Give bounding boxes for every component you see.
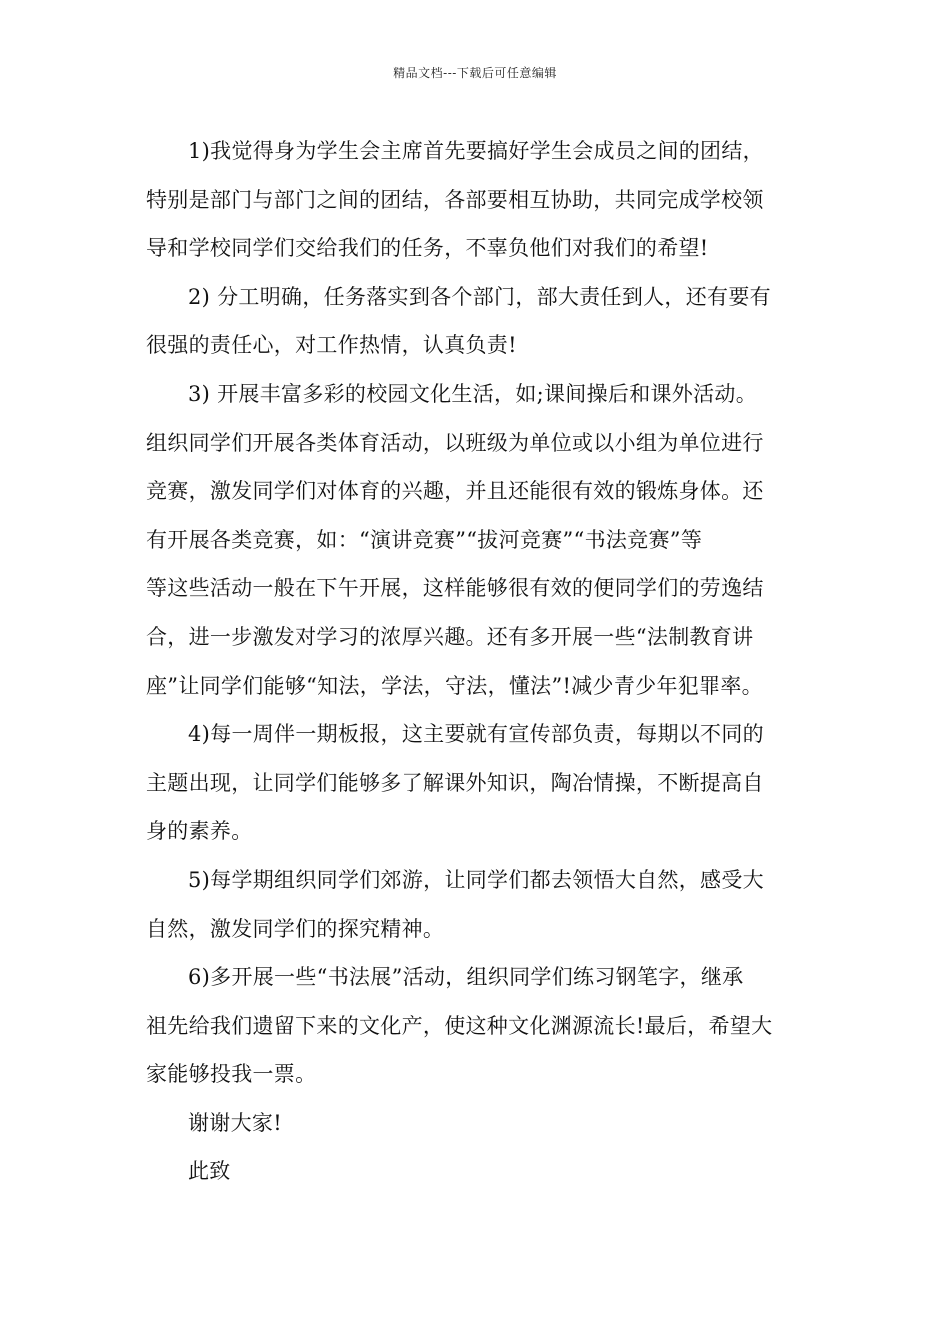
paragraph-line: 有开展各类竞赛，如：“演讲竞赛”“拔河竞赛”“书法竞赛”等 [146,527,703,552]
paragraph-line: 等这些活动一般在下午开展，这样能够很有效的便同学们的劳逸结 [146,576,764,601]
document-body [146,127,826,1196]
paragraph-line: 座”让同学们能够“知法，学法，守法，懂法”!减少青少年犯罪率。 [146,673,763,698]
paragraph-line: 2) 分工明确，任务落实到各个部门，部大责任到人，还有要有 [188,284,771,309]
paragraph-line: 1)我觉得身为学生会主席首先要搞好学生会成员之间的团结， [188,139,764,163]
paragraph-line: 特别是部门与部门之间的团结，各部要相互协助，共同完成学校领 [146,187,764,212]
paragraph-line: 3) 开展丰富多彩的校园文化生活，如;课间操后和课外活动。 [188,381,758,406]
paragraph-line: 组织同学们开展各类体育活动，以班级为单位或以小组为单位进行 [146,430,764,455]
paragraph-line: 主题出现，让同学们能够多了解课外知识，陶冶情操，不断提高自 [146,770,764,795]
paragraph-line: 导和学校同学们交给我们的任务，不辜负他们对我们的希望! [146,236,709,261]
paragraph-line: 竞赛，激发同学们对体育的兴趣，并且还能很有效的锻炼身体。还 [146,479,764,504]
paragraph-line: 4)每一周伴一期板报，这主要就有宣传部负责，每期以不同的 [188,722,764,747]
paragraph-line: 自然，激发同学们的探究精神。 [146,916,445,941]
closing-thanks: 谢谢大家! [188,1110,282,1135]
paragraph-line: 5)每学期组织同学们郊游，让同学们都去领悟大自然，感受大 [188,867,764,892]
paragraph-line: 很强的责任心，对工作热情，认真负责! [146,333,517,358]
closing-salutation: 此致 [188,1159,231,1184]
page-header: 精品文档---下载后可任意编辑 [393,66,557,80]
paragraph-line: 身的素养。 [146,819,253,844]
paragraph-line: 家能够投我一票。 [146,1062,317,1087]
paragraph-line: 合，进一步激发对学习的浓厚兴趣。还有多开展一些“法制教育讲 [146,624,754,649]
paragraph-line: 6)多开展一些“书法展”活动，组织同学们练习钢笔字，继承 [188,965,744,990]
paragraph-line: 祖先给我们遗留下来的文化产，使这种文化渊源流长!最后，希望大 [146,1013,773,1038]
